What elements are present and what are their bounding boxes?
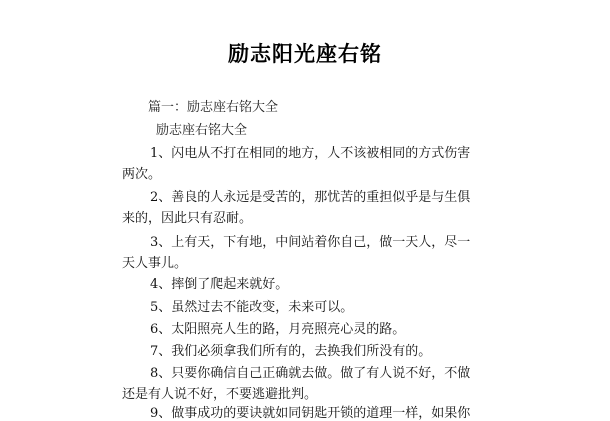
document-title: 励志阳光座右铭 (228, 42, 382, 66)
text-line: 两次。 (122, 167, 162, 182)
text-line: 8、只要你确信自己正确就去做。做了有人说不好，不做 (150, 366, 471, 381)
text-line: 1、闪电从不打在相同的地方，人不该被相同的方式伤害 (150, 146, 471, 161)
text-line: 来的，因此只有忍耐。 (122, 211, 253, 226)
text-line: 7、我们必须拿我们所有的，去换我们所没有的。 (150, 344, 432, 359)
text-line: 2、善良的人永远是受苦的，那忧苦的重担似乎是与生俱 (150, 190, 471, 205)
text-line: 9、做事成功的要诀就如同钥匙开锁的道理一样，如果你 (150, 406, 471, 421)
sub-heading: 励志座右铭大全 (156, 123, 248, 138)
text-line: 6、太阳照亮人生的路，月亮照亮心灵的路。 (150, 322, 406, 337)
text-line: 还是有人说不好，不要逃避批判。 (122, 387, 318, 402)
text-line: 天人事儿。 (122, 256, 188, 271)
text-line: 5、虽然过去不能改变，未来可以。 (150, 300, 354, 315)
text-line: 3、上有天，下有地，中间站着你自己，做一天人，尽一 (150, 235, 471, 250)
section-heading: 篇一：励志座右铭大全 (148, 100, 279, 115)
text-line: 4、摔倒了爬起来就好。 (150, 277, 289, 292)
